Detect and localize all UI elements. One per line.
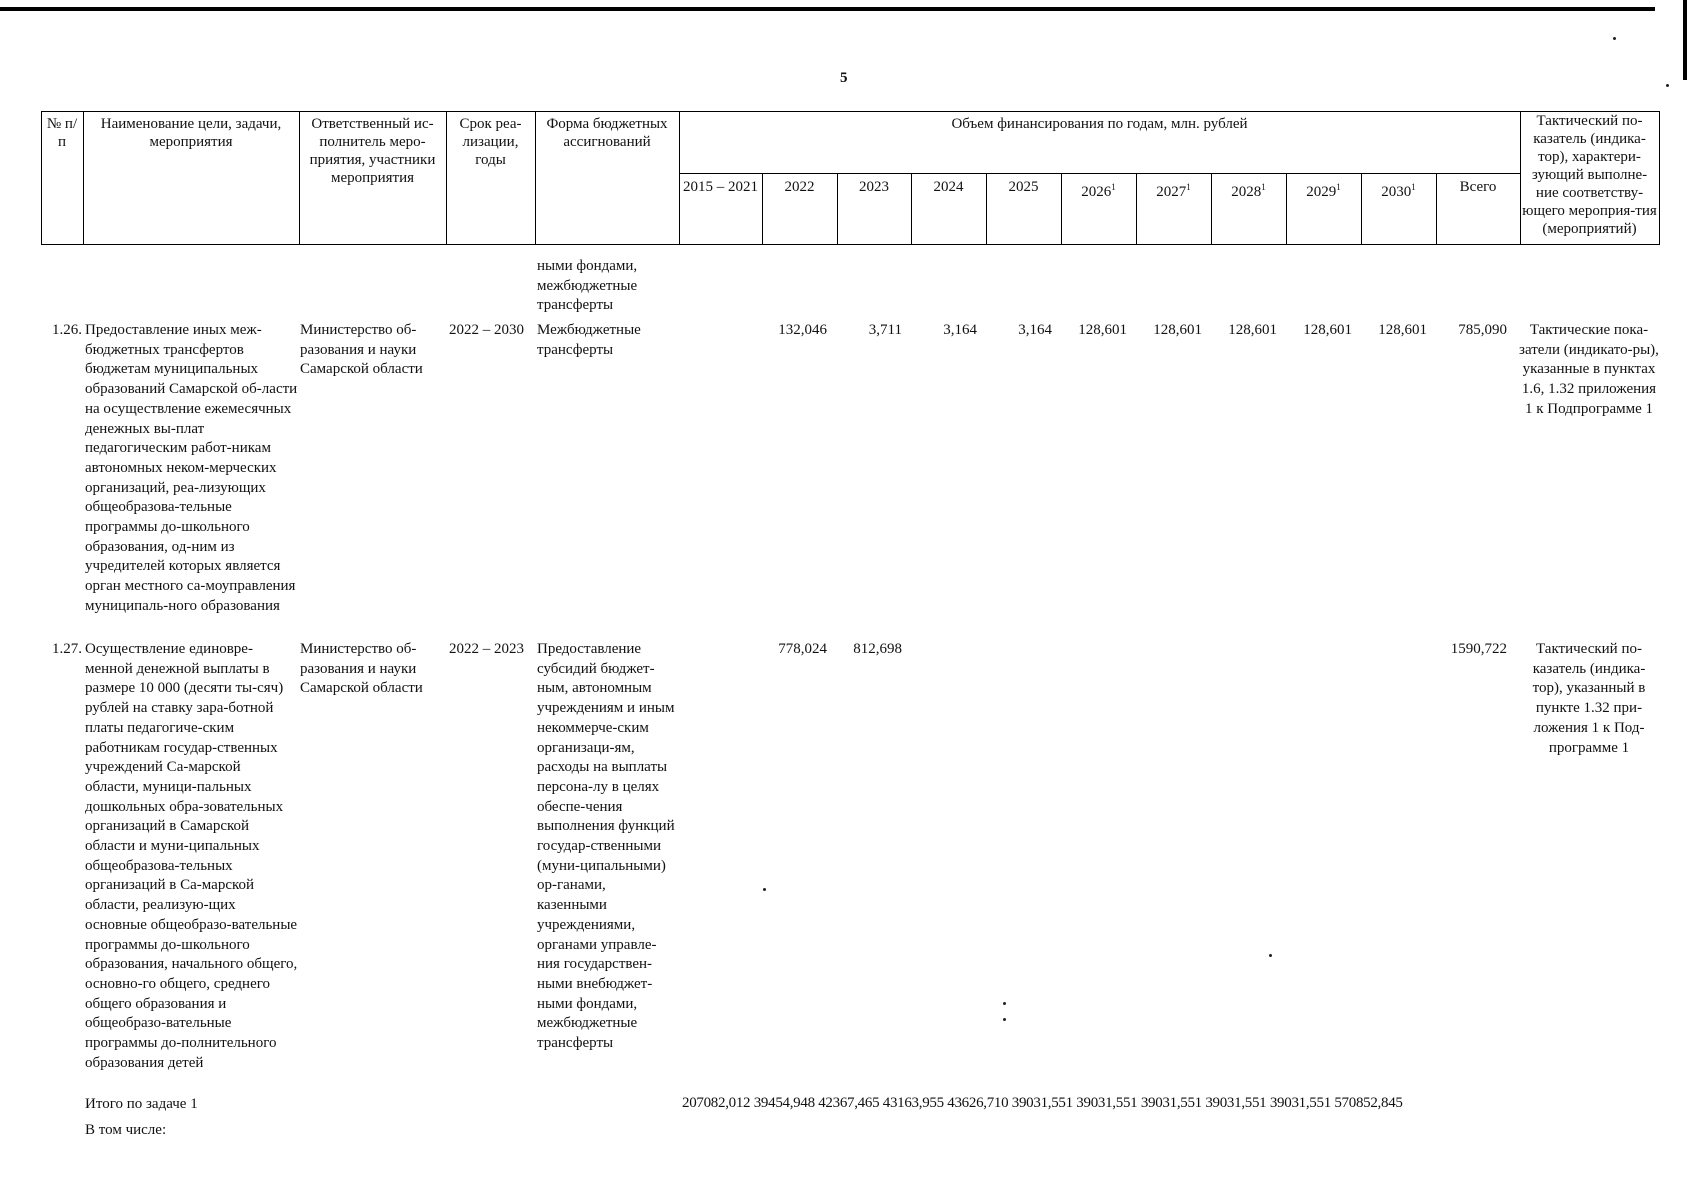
row-responsible: Министерство об-разования и науки Самарской области (300, 641, 423, 697)
row-value: 3,164 (1018, 322, 1052, 338)
scan-speck (1003, 1002, 1006, 1005)
header-year: 2022 (784, 179, 815, 195)
header-divider (679, 111, 680, 245)
header-year: 2029$^1$ (1306, 182, 1341, 200)
header-divider (83, 111, 84, 245)
scan-border-right (1683, 0, 1687, 80)
header-divider (762, 173, 763, 245)
header-divider (446, 111, 447, 245)
header-tactical: Тактический по-казатель (индика-тор), характери-зующий выполне-ние соответству-ющего мероприя-тия (мероприятий) (1522, 113, 1657, 237)
scan-speck (763, 888, 766, 891)
row-tactical: Тактические пока-затели (индикато-ры), указанные в пунктах 1.6, 1.32 приложения 1 к Подпрограмме 1 (1519, 322, 1659, 417)
header-divider (535, 111, 536, 245)
scan-speck (1003, 1018, 1006, 1021)
header-divider (1136, 173, 1137, 245)
row-form: Предоставление субсидий бюджет-ным, автономным учреждениям и иным некоммерче-ским организаци-ям, расходы на выплаты персона-лу в целях обеспе-чения выполнения функций государ-ственными (муни-ципальными) ор-ганами, казенными учреждениями, органами управле-ния государствен-ными внебюджет-ными фондами, межбюджетные трансферты (537, 641, 675, 1052)
scan-border-top (0, 7, 1655, 11)
header-divider (299, 111, 300, 245)
header-divider (1061, 173, 1062, 245)
row-value: 132,046 (778, 322, 827, 338)
header-divider (986, 173, 987, 245)
header-year: 2030$^1$ (1381, 182, 1416, 200)
including-label: В том числе: (85, 1122, 167, 1138)
row-number: 1.26. (52, 322, 82, 338)
row-number: 1.27. (52, 641, 82, 657)
row-value: 128,601 (1378, 322, 1427, 338)
row-total: 785,090 (1458, 322, 1507, 338)
scan-speck (1269, 954, 1272, 957)
header-year: 2024 (933, 179, 964, 195)
row-value: 3,711 (868, 322, 902, 338)
row-responsible: Министерство об-разования и науки Самарской области (300, 322, 423, 378)
header-responsible: Ответственный ис-полнитель меро-приятия, участники мероприятия (309, 116, 436, 186)
row-value: 128,601 (1228, 322, 1277, 338)
header-year: 2028$^1$ (1231, 182, 1266, 200)
row-form: Межбюджетные трансферты (537, 322, 641, 358)
page-number: 5 (840, 70, 848, 86)
row-value: 3,164 (943, 322, 977, 338)
header-divider (1436, 173, 1437, 245)
total-label: Итого по задаче 1 (85, 1096, 198, 1112)
header-divider (1286, 173, 1287, 245)
header-year: 2025 (1008, 179, 1039, 195)
header-divider (1211, 173, 1212, 245)
header-divider (1361, 173, 1362, 245)
header-year: 2023 (859, 179, 889, 195)
row-value: 128,601 (1078, 322, 1127, 338)
row-tactical: Тактический по-казатель (индика-тор), указанный в пункте 1.32 при-ложения 1 к Под-программе 1 (1532, 641, 1646, 756)
header-divider (679, 173, 1520, 174)
header-name: Наименование цели, задачи, мероприятия (100, 116, 282, 150)
row-value: 128,601 (1303, 322, 1352, 338)
carryover-form-text: ными фондами, межбюджетные трансферты (537, 258, 638, 314)
row-value: 128,601 (1153, 322, 1202, 338)
header-form: Форма бюджетных ассигнований (546, 116, 668, 150)
header-divider (1520, 111, 1521, 245)
header-year: Всего (1459, 179, 1497, 195)
header-year: 2027$^1$ (1156, 182, 1191, 200)
row-term: 2022 – 2023 (449, 641, 524, 657)
header-volume: Объем финансирования по годам, млн. рублей (951, 116, 1248, 132)
row-name: Предоставление иных меж-бюджетных трансфертов бюджетам муниципальных образований Самарской об-ласти на осуществление ежемесячных денежных вы-плат педагогическим работ-никам автономных неком-мерческих организаций, реа-лизующих общеобразова-тельные программы до-школьного образования, од-ним из учредителей которых является орган местного са-моуправления муниципаль-ного образования (85, 322, 298, 614)
header-divider (911, 173, 912, 245)
row-total: 1590,722 (1450, 641, 1507, 657)
total-values: 207082,012 39454,948 42367,465 43163,955 43626,710 39031,551 39031,551 39031,551 39031,551 39031,551 570852,845 (682, 1095, 1403, 1111)
row-term: 2022 – 2030 (449, 322, 524, 338)
header-num: № п/п (46, 116, 78, 150)
header-divider (837, 173, 838, 245)
header-year: 2015 – 2021 (683, 179, 758, 195)
scan-speck (1613, 37, 1616, 40)
row-value: 812,698 (853, 641, 902, 657)
row-value: 778,024 (778, 641, 827, 657)
header-term: Срок реа-лизации, годы (459, 116, 522, 168)
row-name: Осуществление единовре-менной денежной выплаты в размере 10 000 (десяти ты-сяч) рублей на ставку зара-ботной платы педагогиче-ским работникам государ-ственных учреждений Са-марской области, муници-пальных дошкольных обра-зовательных организаций в Самарской области и муни-ципальных общеобразова-тельных организаций в Са-марской области, реализую-щих основные общеобразо-вательные программы до-школьного образования, начального общего, основно-го общего, среднего общего образования и общеобразо-вательные программы до-полнительного образования детей (85, 641, 298, 1071)
scan-speck (1666, 84, 1669, 87)
header-year: 2026$^1$ (1081, 182, 1116, 200)
